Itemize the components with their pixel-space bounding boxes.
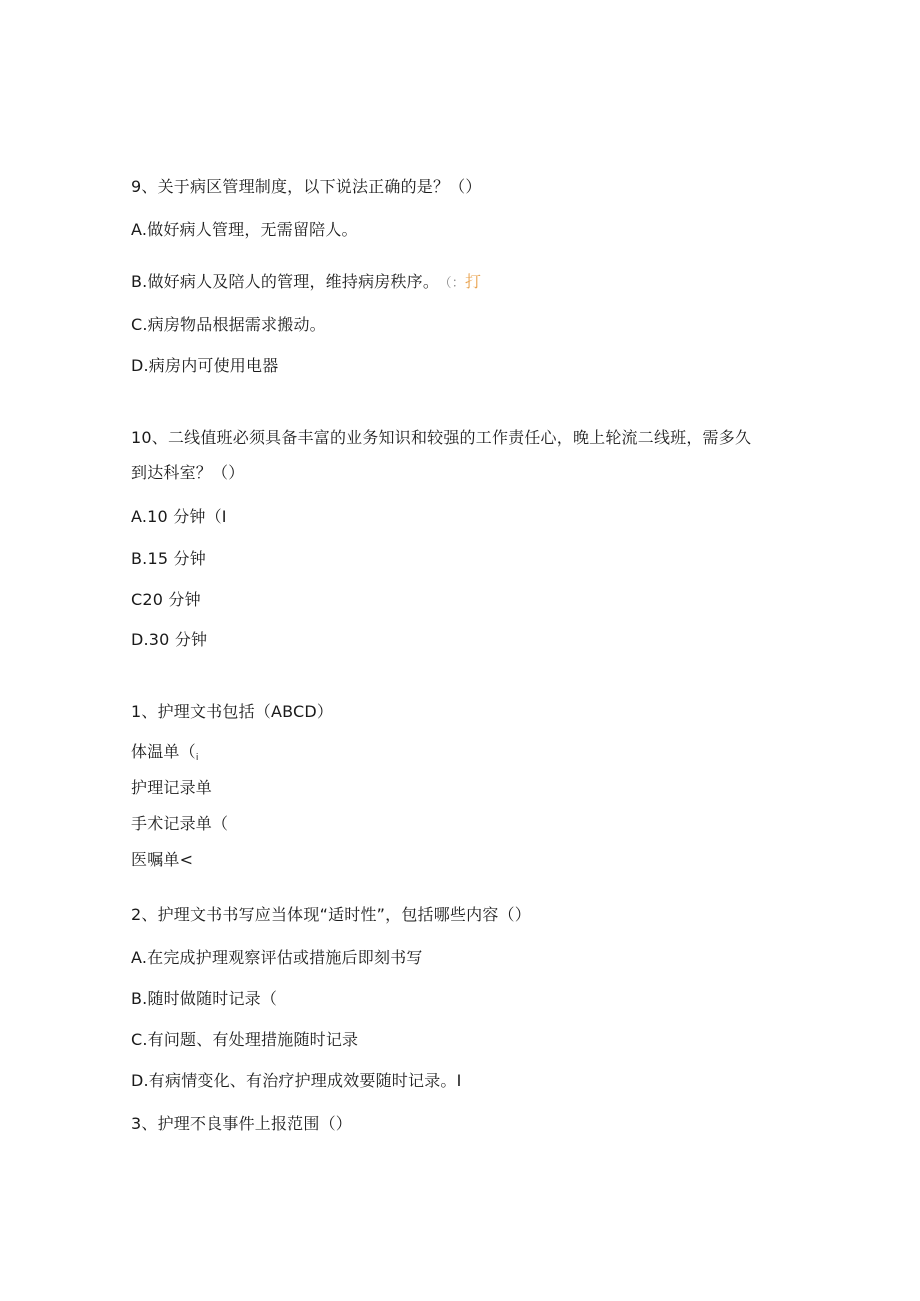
q9-option-c: C.病房物品根据需求搬动。 [131, 315, 326, 334]
q9-option-b-text: B.做好病人及陪人的管理，维持病房秩序。 [131, 272, 440, 291]
m2-option-b: B.随时做随时记录（ [131, 989, 278, 1008]
m3-stem: 3、护理不良事件上报范围（） [131, 1114, 352, 1133]
m1-option-2: 护理记录单 [131, 778, 213, 797]
m2-option-c: C.有问题、有处理措施随时记录 [131, 1030, 359, 1049]
q9-stem: 9、关于病区管理制度，以下说法正确的是？（） [131, 177, 482, 196]
m2-option-a: A.在完成护理观察评估或措施后即刻书写 [131, 948, 423, 967]
q9-answer-mark: 打 [464, 272, 482, 291]
q10-option-c: C20 分钟 [131, 590, 201, 609]
q9-option-d: D.病房内可使用电器 [131, 356, 279, 375]
m1-option-1 [131, 742, 199, 768]
q9-option-b-paren: （： [445, 276, 465, 291]
m1-option-3: 手术记录单（ [131, 814, 229, 833]
m1-option-4: 医嘱单< [131, 850, 194, 869]
m1-stem: 1、护理文书包括（ABCD） [131, 702, 334, 721]
q10-option-d: D.30 分钟 [131, 630, 208, 649]
m2-stem: 2、护理文书书写应当体现“适时性”，包括哪些内容（） [131, 905, 531, 924]
m1-option-1-sub: i [195, 753, 199, 763]
q10-stem-line2: 到达科室？（） [131, 463, 245, 482]
q10-stem-line1: 10、二线值班必须具备丰富的业务知识和较强的工作责任心，晚上轮流二线班，需多久 [131, 428, 752, 447]
m1-option-1-text: 体温单（ [131, 742, 196, 761]
q10-option-a: A.10 分钟（I [131, 507, 227, 526]
q9-option-a: A.做好病人管理，无需留陪人。 [131, 220, 358, 239]
q10-option-b: B.15 分钟 [131, 549, 206, 568]
m2-option-d: D.有病情变化、有治疗护理成效要随时记录。I [131, 1071, 462, 1090]
q9-option-b [131, 272, 481, 294]
